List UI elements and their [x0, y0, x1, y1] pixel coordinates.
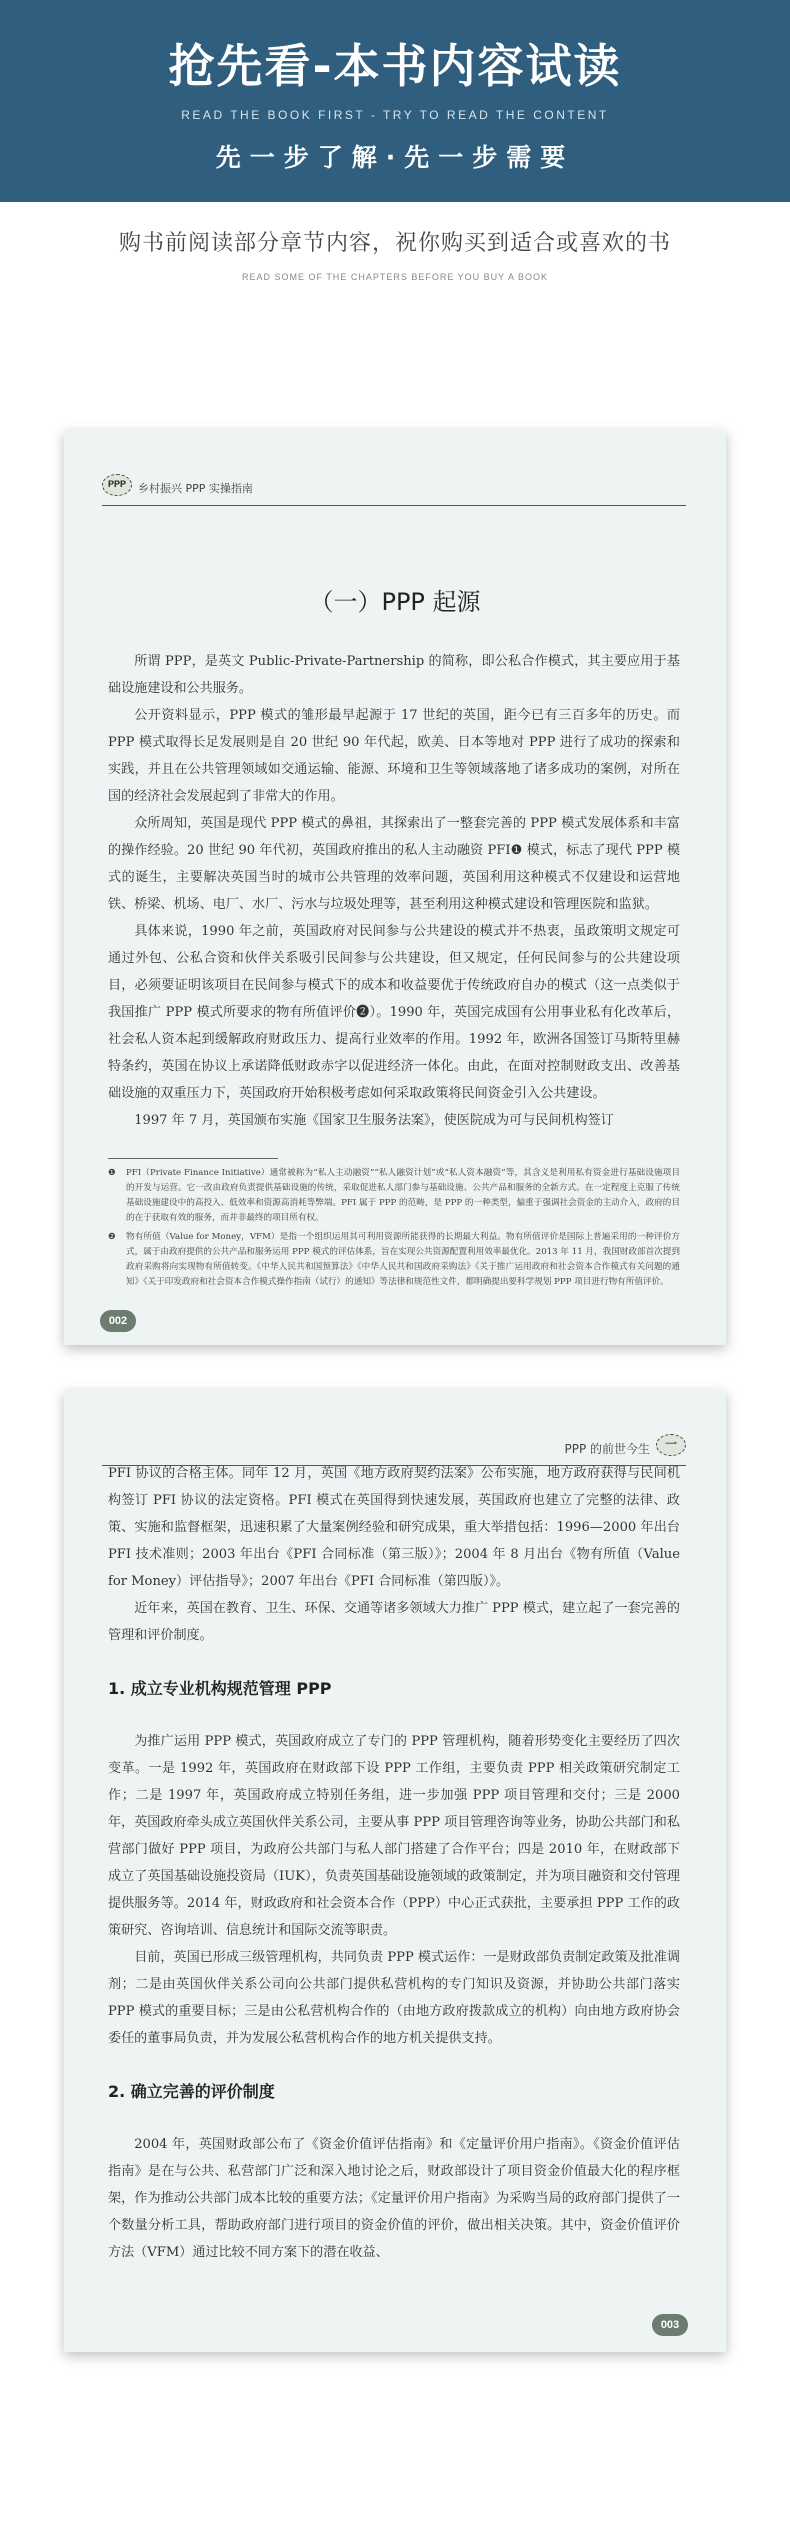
book-page-right — [64, 1390, 726, 2352]
section-heading: 1. 成立专业机构规范管理 PPP — [108, 1679, 332, 1698]
paragraph: 1997 年 7 月，英国颁布实施《国家卫生服务法案》，使医院成为可与民间机构签订 — [134, 1113, 614, 1128]
section-heading: 2. 确立完善的评价制度 — [108, 2082, 275, 2101]
banner-subtitle: READ THE BOOK FIRST - TRY TO READ THE CONTENT — [181, 108, 609, 122]
paragraph: 近年来，英国在教育、卫生、环保、交通等诸多领域大力推广 PPP 模式，建立起了一套完善的管理和评价制度。 — [108, 1601, 680, 1643]
intro-subtitle: READ SOME OF THE CHAPTERS BEFORE YOU BUY A BOOK — [241, 272, 549, 282]
book-name: 乡村振兴 PPP 实操指南 — [138, 482, 253, 495]
banner-slogan: 先一步了解·先一步需要 — [215, 143, 575, 172]
paragraph: 为推广运用 PPP 模式，英国政府成立了专门的 PPP 管理机构，随着形势变化主要经历了四次变革。一是 1992 年，英国政府在财政部下设 PPP 工作组，主要负责 PPP 相关政策研究制定工作；二是 1997 年，英国政府成立特别任务组，进一步加强 PPP 项目管理和交付；三是 2000 年，英国政府牵头成立英国伙伴关系公司，主要从事 PPP 项目管理咨询等业务，协助公共部门和私营部门做好 PPP 项目，为政府公共部门与私人部门搭建了合作平台；四是 2010 年，在财政部下成立了英国基础设施投资局（IUK），负责英国基础设施领域的政策制定，并为项目融资和交付管理提供服务等。2014 年，财政政府和社会资本合作（PPP）中心正式获批，主要承担 PPP 工作的政策研究、咨询培训、信息统计和国际交流等职责。 — [108, 1734, 680, 1938]
running-head — [102, 480, 686, 506]
footnote — [108, 1230, 680, 1290]
page-number: 003 — [652, 2314, 688, 2336]
footnote-text: PFI（Private Finance Initiative）通常被称为“私人主动融资”“私人融资计划”或“私人资本融资”等，其含义是利用私有资金进行基础设施项目的开发与运营。它一改由政府负责提供基础设施的传统，采取促进私人部门参与基础设施、公共产品和服务的全新方式。在一定程度上克服了传统基础设施建设中的高投入、低效率和资源高消耗等弊端。PFI 属于 PPP 的范畴，是 PPP 的一种类型，偏重于强调社会资金的主动介入，政府的目的在于获取有效的服务，而并非最终的项目所有权。 — [126, 1168, 680, 1223]
paragraph: PFI 协议的合格主体。同年 12 月，英国《地方政府契约法案》公布实施，地方政府获得与民间机构签订 PFI 协议的法定资格。PFI 模式在英国得到快速发展，英国政府也建立了完整的法律、政策、实施和监督框架，迅速积累了大量案例经验和研究成果，重大举措包括：1996—2000 年出台 PFI 技术准则；2003 年出台《PFI 合同标准（第三版）》；2004 年 8 月出台《物有所值（Value for Money）评估指导》；2007 年出台《PFI 合同标准（第四版）》。 — [108, 1466, 680, 1589]
paragraph: 2004 年，英国财政部公布了《资金价值评估指南》和《定量评价用户指南》。《资金价值评估指南》是在与公共、私营部门广泛和深入地讨论之后，财政部设计了项目资金价值最大化的程序框架，作为推动公共部门成本比较的重要方法；《定量评价用户指南》为采购当局的政府部门提供了一个数量分析工具，帮助政府部门进行项目的资金价值的评价，做出相关决策。其中，资金价值评价方法（VFM）通过比较不同方案下的潜在收益、 — [108, 2137, 680, 2260]
footnotes — [108, 1166, 680, 1294]
footnote-text: 物有所值（Value for Money，VFM）是指一个组织运用其可利用资源所能获得的长期最大利益。物有所值评价是国际上普遍采用的一种评价方式，属于由政府提供的公共产品和服务运用 PPP 模式的评估体系，旨在实现公共资源配置利用效率最优化。2013 年 11 月，我国财政部首次提到政府采购将向实现物有所值转变。《中华人民共和国预算法》《中华人民共和国政府采购法》《关于推广运用政府和社会资本合作模式有关问题的通知》《关于印发政府和社会资本合作模式操作指南（试行）的通知》等法律和规范性文件，都明确提出要科学规划 PPP 项目进行物有所值评价。 — [126, 1232, 680, 1287]
page-body — [108, 1460, 680, 2266]
paragraph: 目前，英国已形成三级管理机构，共同负责 PPP 模式运作：一是财政部负责制定政策及批准调剂；二是由英国伙伴关系公司向公共部门提供私营机构的专门知识及资源，并协助公共部门落实 PPP 模式的重要目标；三是由公私营机构合作的（由地方政府拨款成立的机构）向由地方政府协会委任的董事局负责，并为发展公私营机构合作的地方机关提供支持。 — [108, 1950, 680, 2046]
chapter-name: PPP 的前世今生 — [564, 1442, 650, 1456]
page-body — [108, 648, 680, 1134]
paragraph: 众所周知，英国是现代 PPP 模式的鼻祖，其探索出了一整套完善的 PPP 模式发展体系和丰富的操作经验。20 世纪 90 年代初，英国政府推出的私人主动融资 PFI❶ 模式，标志了现代 PPP 模式的诞生，主要解决英国当时的城市公共管理的效率问题，英国利用这种模式不仅建设和运营地铁、桥梁、机场、电厂、水厂、污水与垃圾处理等，甚至利用这种模式建设和管理医院和监狱。 — [108, 816, 680, 912]
paragraph: 具体来说，1990 年之前，英国政府对民间参与公共建设的模式并不热衷，虽政策明文规定可通过外包、公私合资和伙伴关系吸引民间参与公共建设，但又规定，任何民间参与的公共建设项目，必须要证明该项目在民间参与模式下的成本和收益要优于传统政府自办的模式（这一点类似于我国推广 PPP 模式所要求的物有所值评价❷）。1990 年，英国完成国有公用事业私有化改革后，社会私人资本起到缓解政府财政压力、提高行业效率的作用。1992 年，欧洲各国签订马斯特里赫特条约，英国在协议上承诺降低财政赤字以促进经济一体化。由此，在面对控制财政支出、改善基础设施的双重压力下，英国政府开始积极考虑如何采取政策将民间资金引入公共建设。 — [108, 924, 680, 1101]
footnote-divider — [108, 1158, 278, 1159]
paragraph: 所谓 PPP，是英文 Public-Private-Partnership 的简称，即公私合作模式，其主要应用于基础设施建设和公共服务。 — [108, 654, 680, 696]
paragraph: 公开资料显示，PPP 模式的雏形最早起源于 17 世纪的英国，距今已有三百多年的历史。而 PPP 模式取得长足发展则是自 20 世纪 90 年代起，欧美、日本等地对 PPP 进行了成功的探索和实践，并且在公共管理领域如交通运输、能源、环境和卫生等领域落地了诸多成功的案例，对所在国的经济社会发展起到了非常大的作用。 — [108, 708, 680, 804]
footnote-number: ❶ — [108, 1168, 116, 1178]
intro-title: 购书前阅读部分章节内容，祝你购买到适合或喜欢的书 — [118, 231, 671, 256]
book-page-left — [64, 430, 726, 1345]
header-banner — [0, 0, 790, 202]
banner-title: 抢先看-本书内容试读 — [168, 39, 622, 93]
footnote — [108, 1166, 680, 1226]
ppp-badge-icon: PPP — [102, 474, 132, 496]
page-number: 002 — [100, 1310, 136, 1332]
footnote-number: ❷ — [108, 1232, 116, 1242]
chapter-mark-icon: 一 — [656, 1434, 686, 1456]
section-title: （一）PPP 起源 — [309, 588, 481, 616]
